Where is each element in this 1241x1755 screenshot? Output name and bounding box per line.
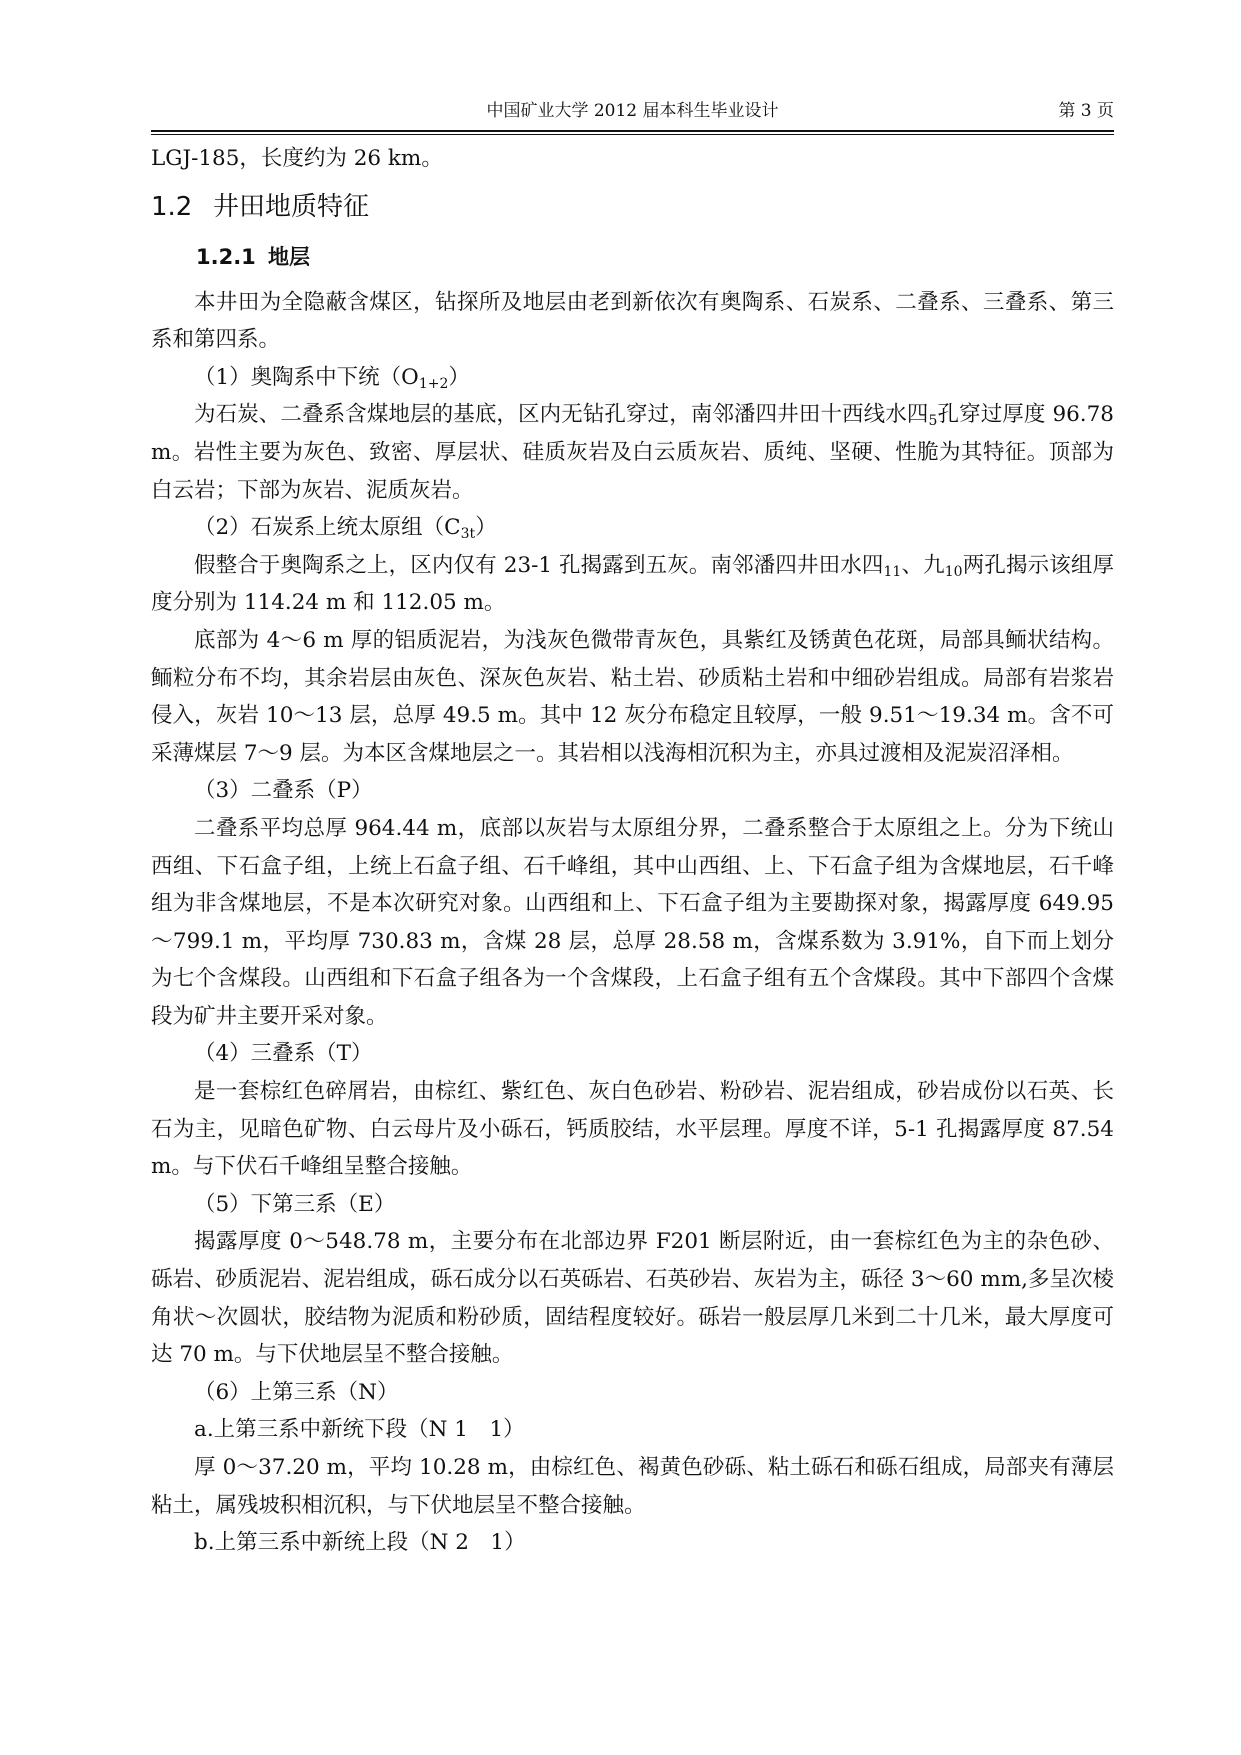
subsection-number: 1.2.1 [196,244,256,269]
subscript: 10 [944,563,963,580]
subscript: 5 [928,413,938,430]
page-header [151,100,1114,134]
paragraph-text: 、九 [901,552,945,578]
paragraph-permian: 二叠系平均总厚 964.44 m，底部以灰岩与太原组分界，二叠系整合于太原组之上。分为下统山西组、下石盒子组，上统上石盒子组、石千峰组，其中山西组、上、下石盒子组为含煤地层，石千峰组为非含煤地层，不是本次研究对象。山西组和上、下石盒子组为主要勘探对象，揭露厚度 649.95～799.1 m，平均厚 730.83 m，含煤 28 层，总厚 28.58 m，含煤系数为 3.91%，自下而上划分为七个含煤段。山西组和下石盒子组各为一个含煤段，上石盒子组有五个含煤段。其中下部四个含煤段为矿井主要开采对象。 [151,815,1114,1029]
item-heading-text: ） [475,515,497,541]
paragraph-triassic: 是一套棕红色碎屑岩，由棕红、紫红色、灰白色砂岩、粉砂岩、泥岩组成，砂岩成份以石英、长石为主，见暗色矿物、白云母片及小砾石，钙质胶结，水平层理。厚度不详，5-1 孔揭露厚度 87.54 m。与下伏石千峰组呈整合接触。 [151,1079,1114,1180]
item-heading-text: ） [448,364,470,390]
item-heading-text: （2）石炭系上统太原组（C [194,515,461,541]
subsection-title: 地层 [268,244,310,269]
continued-text: LGJ-185，长度约为 26 km。 [151,146,443,171]
section-title: 井田地质特征 [213,191,370,222]
sub-item-heading-lower: a.上第三系中新统下段（N 1 1） [194,1417,525,1443]
item-heading-permian: （3）二叠系（P） [194,778,373,804]
item-heading-ordovician [151,359,1114,397]
paragraph-intro: 本井田为全隐蔽含煤区，钻探所及地层由老到新依次有奥陶系、石炭系、二叠系、三叠系、第三系和第四系。 [151,289,1114,353]
sub-item-heading-upper: b.上第三系中新统上段（N 2 1） [194,1530,526,1556]
section-number: 1.2 [151,191,193,222]
paragraph-carboniferous-2: 底部为 4～6 m 厚的铝质泥岩，为浅灰色微带青灰色，具紫红及锈黄色花斑，局部具鲕状结构。鲕粒分布不均，其余岩层由灰色、深灰色灰岩、粘土岩、砂质粘土岩和中细砂岩组成。局部有岩浆岩侵入，灰岩 10～13 层，总厚 49.5 m。其中 12 灰分布稳定且较厚，一般 9.51～19.34 m。含不可采薄煤层 7～9 层。为本区含煤地层之一。其岩相以浅海相沉积为主，亦具过渡相及泥炭沼泽相。 [151,627,1114,766]
header-title: 中国矿业大学 2012 届本科生毕业设计 [486,101,779,121]
paragraph-text: 两孔揭示该组厚度分别为 114.24 m 和 112.05 m。 [151,552,1114,616]
paragraph-neogene-lower: 厚 0～37.20 m，平均 10.28 m，由棕红色、褐黄色砂砾、粘土砾石和砾石组成，局部夹有薄层粘土，属残坡积相沉积，与下伏地层呈不整合接触。 [151,1455,1114,1518]
paragraph-carboniferous-1 [151,547,1114,622]
header-rule-thin [151,134,1114,135]
paragraph-text: 为石炭、二叠系含煤地层的基底，区内无钻孔穿过，南邻潘四井田十西线水四 [194,402,929,428]
item-heading-text: （1）奥陶系中下统（O [194,364,419,390]
subsection-heading [151,234,1114,280]
header-rule-thick [151,130,1114,132]
paragraph-paleogene: 揭露厚度 0～548.78 m，主要分布在北部边界 F201 断层附近，由一套棕红色为主的杂色砂、砾岩、砂质泥岩、泥岩组成，砾石成分以石英砾岩、石英砂岩、灰岩为主，砾径 3～60 mm,多呈次棱角状～次圆状，胶结物为泥质和粉砂质，固结程度较好。砾岩一般层厚几米到二十几米，最大厚度可达 70 m。与下伏地层呈不整合接触。 [151,1229,1114,1368]
subscript: 3t [460,526,476,543]
section-heading [151,182,1114,232]
paragraph-ordovician [151,396,1114,509]
item-heading-paleogene: （5）下第三系（E） [194,1191,396,1217]
item-heading-neogene: （6）上第三系（N） [194,1379,399,1405]
subscript: 11 [883,563,902,580]
item-heading-carboniferous [151,509,1114,547]
item-heading-triassic: （4）三叠系（T） [194,1041,373,1067]
paragraph-text: 孔穿过厚度 96.78 m。岩性主要为灰色、致密、厚层状、硅质灰岩及白云质灰岩、质纯、坚硬、性脆为其特征。顶部为白云岩；下部为灰岩、泥质灰岩。 [151,402,1114,503]
paragraph-text: 假整合于奥陶系之上，区内仅有 23-1 孔揭露到五灰。南邻潘四井田水四 [194,552,884,578]
header-page-number: 第 3 页 [1058,101,1114,121]
document-body [151,140,1114,1562]
subscript: 1+2 [418,375,449,392]
